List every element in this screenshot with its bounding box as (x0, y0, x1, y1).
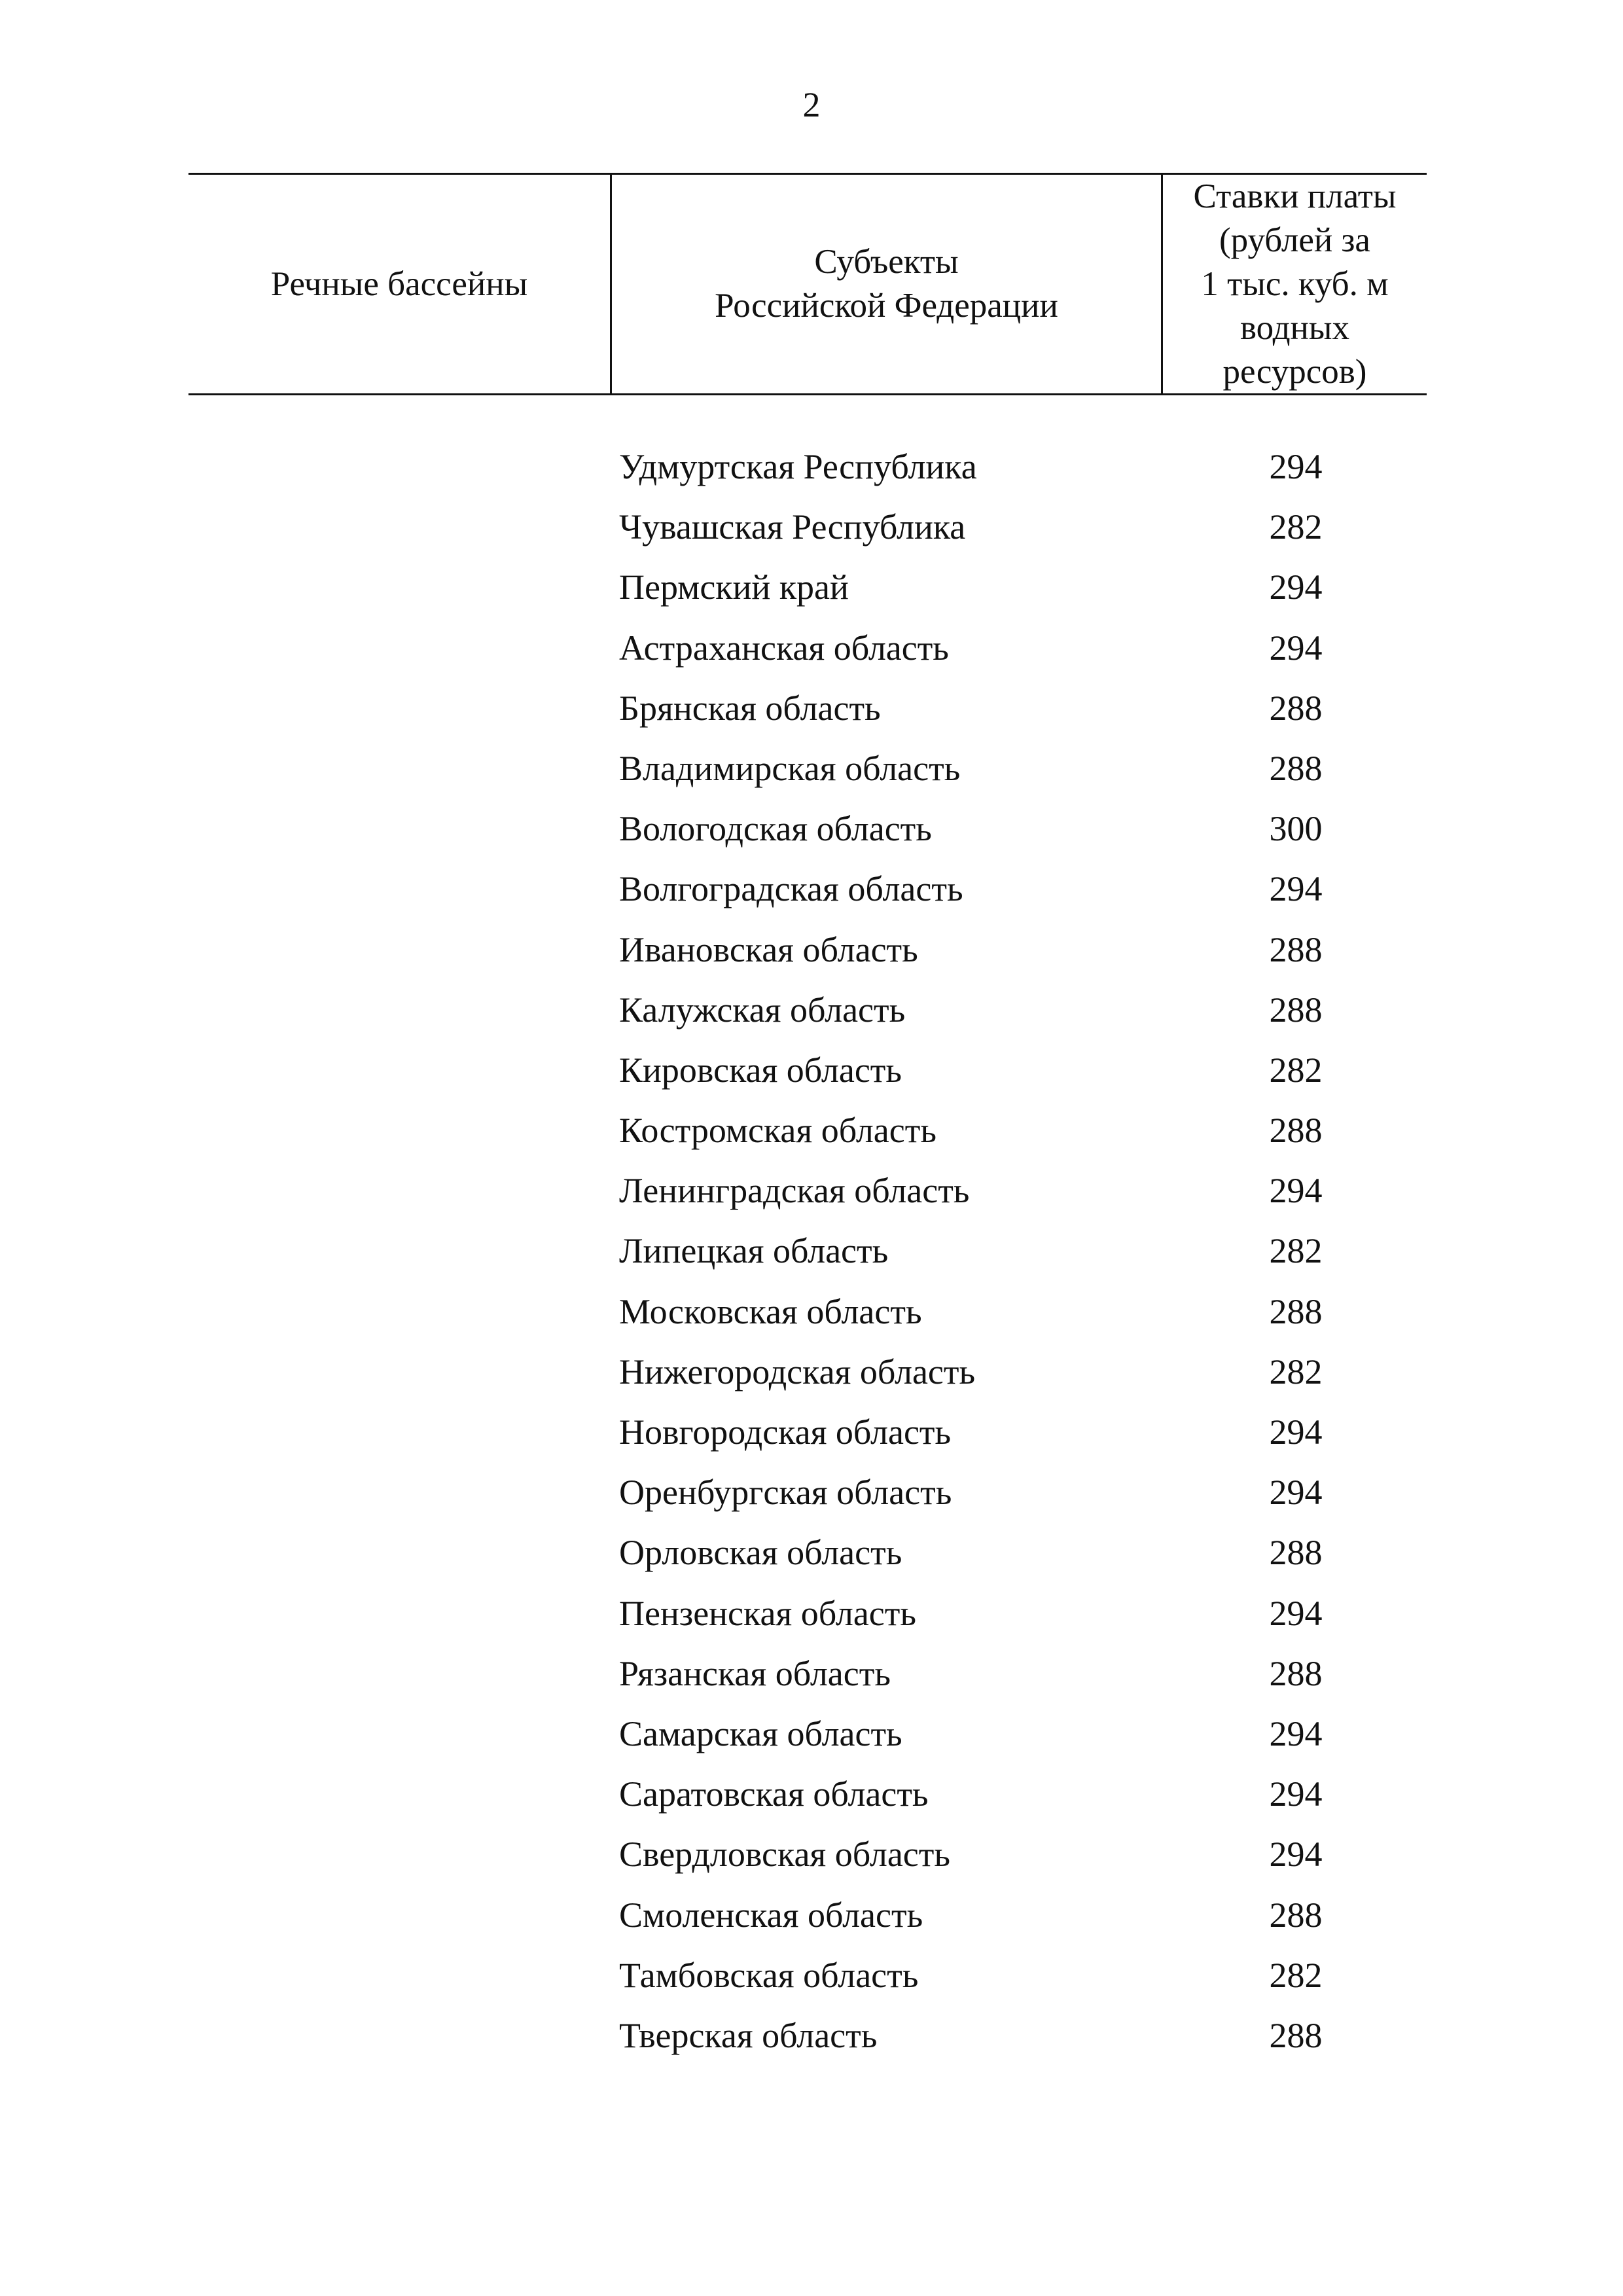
table-row (0, 1643, 1623, 1704)
table-row (0, 1885, 1623, 1945)
subject-name: Тверская область (619, 2015, 878, 2055)
subject-name: Рязанская область (619, 1653, 891, 1693)
rate-value: 294 (1269, 567, 1323, 607)
rate-value: 288 (1269, 1111, 1323, 1151)
table-row (0, 1282, 1623, 1342)
subject-name: Свердловская область (619, 1835, 950, 1874)
subject-name: Владимирская область (619, 748, 961, 788)
table-row (0, 1402, 1623, 1462)
table-body (0, 437, 1623, 2066)
table-row (0, 1342, 1623, 1402)
table-row (0, 1764, 1623, 1824)
subject-name: Московская область (619, 1291, 922, 1331)
subject-name: Кировская область (619, 1050, 902, 1090)
page-number: 2 (802, 85, 821, 124)
table-row (0, 1945, 1623, 2005)
rate-value: 288 (1269, 2015, 1323, 2055)
subject-name: Самарская область (619, 1713, 902, 1753)
subject-name: Орловская область (619, 1533, 902, 1573)
table-row (0, 557, 1623, 617)
subject-name: Саратовская область (619, 1774, 929, 1814)
rate-value: 282 (1269, 1955, 1323, 1995)
rate-value: 282 (1269, 507, 1323, 547)
rate-value: 282 (1269, 1352, 1323, 1391)
table-row (0, 437, 1623, 497)
rate-value: 294 (1269, 1593, 1323, 1633)
header-basins-label: Речные бассейны (270, 264, 528, 303)
table-row (0, 980, 1623, 1040)
table-row (0, 798, 1623, 859)
rate-value: 288 (1269, 1533, 1323, 1573)
subject-name: Тамбовская область (619, 1955, 919, 1995)
rate-value: 294 (1269, 869, 1323, 909)
subject-name: Ленинградская область (619, 1171, 970, 1211)
header-cell-basins (188, 175, 610, 393)
subject-name: Волгоградская область (619, 869, 963, 909)
table-row (0, 678, 1623, 738)
subject-name: Брянская область (619, 688, 881, 728)
subject-name: Пензенская область (619, 1593, 916, 1633)
subject-name: Новгородская область (619, 1412, 952, 1452)
rate-value: 282 (1269, 1050, 1323, 1090)
subject-name: Смоленская область (619, 1895, 923, 1935)
header-cell-rates (1163, 175, 1427, 393)
table-row (0, 1704, 1623, 1764)
table-row (0, 1522, 1623, 1583)
table-row (0, 859, 1623, 919)
subject-name: Вологодская область (619, 809, 932, 849)
table-row (0, 1221, 1623, 1281)
rate-value: 294 (1269, 1473, 1323, 1513)
table-row (0, 1583, 1623, 1643)
rate-value: 288 (1269, 1895, 1323, 1935)
subject-name: Липецкая область (619, 1231, 889, 1271)
table-header (188, 173, 1427, 395)
subject-name: Костромская область (619, 1111, 936, 1151)
table-row (0, 1824, 1623, 1884)
table-row (0, 920, 1623, 980)
table-row (0, 497, 1623, 557)
header-subjects-label: Субъекты Российской Федерации (715, 243, 1058, 325)
rate-value: 288 (1269, 748, 1323, 788)
subject-name: Чувашская Республика (619, 507, 966, 547)
subject-name: Нижегородская область (619, 1352, 976, 1391)
rate-value: 282 (1269, 1231, 1323, 1271)
header-cell-subjects (612, 175, 1161, 393)
subject-name: Астраханская область (619, 628, 949, 668)
rate-value: 294 (1269, 628, 1323, 668)
table-row (0, 1462, 1623, 1522)
header-rates-label: Ставки платы (рублей за 1 тыс. куб. м водных ресурсов) (1193, 177, 1397, 391)
rate-value: 294 (1269, 1835, 1323, 1874)
rate-value: 294 (1269, 1171, 1323, 1211)
table-row (0, 738, 1623, 798)
rate-value: 300 (1269, 809, 1323, 849)
rate-value: 288 (1269, 1291, 1323, 1331)
subject-name: Пермский край (619, 567, 849, 607)
table-row (0, 2005, 1623, 2066)
table-row (0, 1160, 1623, 1221)
rate-value: 288 (1269, 929, 1323, 969)
rate-value: 294 (1269, 1713, 1323, 1753)
subject-name: Калужская область (619, 990, 906, 1030)
rate-value: 294 (1269, 1774, 1323, 1814)
rate-value: 288 (1269, 1653, 1323, 1693)
table-row (0, 1040, 1623, 1100)
table-row (0, 1100, 1623, 1160)
rate-value: 294 (1269, 447, 1323, 486)
subject-name: Оренбургская область (619, 1473, 952, 1513)
rate-value: 294 (1269, 1412, 1323, 1452)
rate-value: 288 (1269, 688, 1323, 728)
table-row (0, 618, 1623, 678)
rate-value: 288 (1269, 990, 1323, 1030)
subject-name: Ивановская область (619, 929, 918, 969)
subject-name: Удмуртская Республика (619, 447, 977, 486)
